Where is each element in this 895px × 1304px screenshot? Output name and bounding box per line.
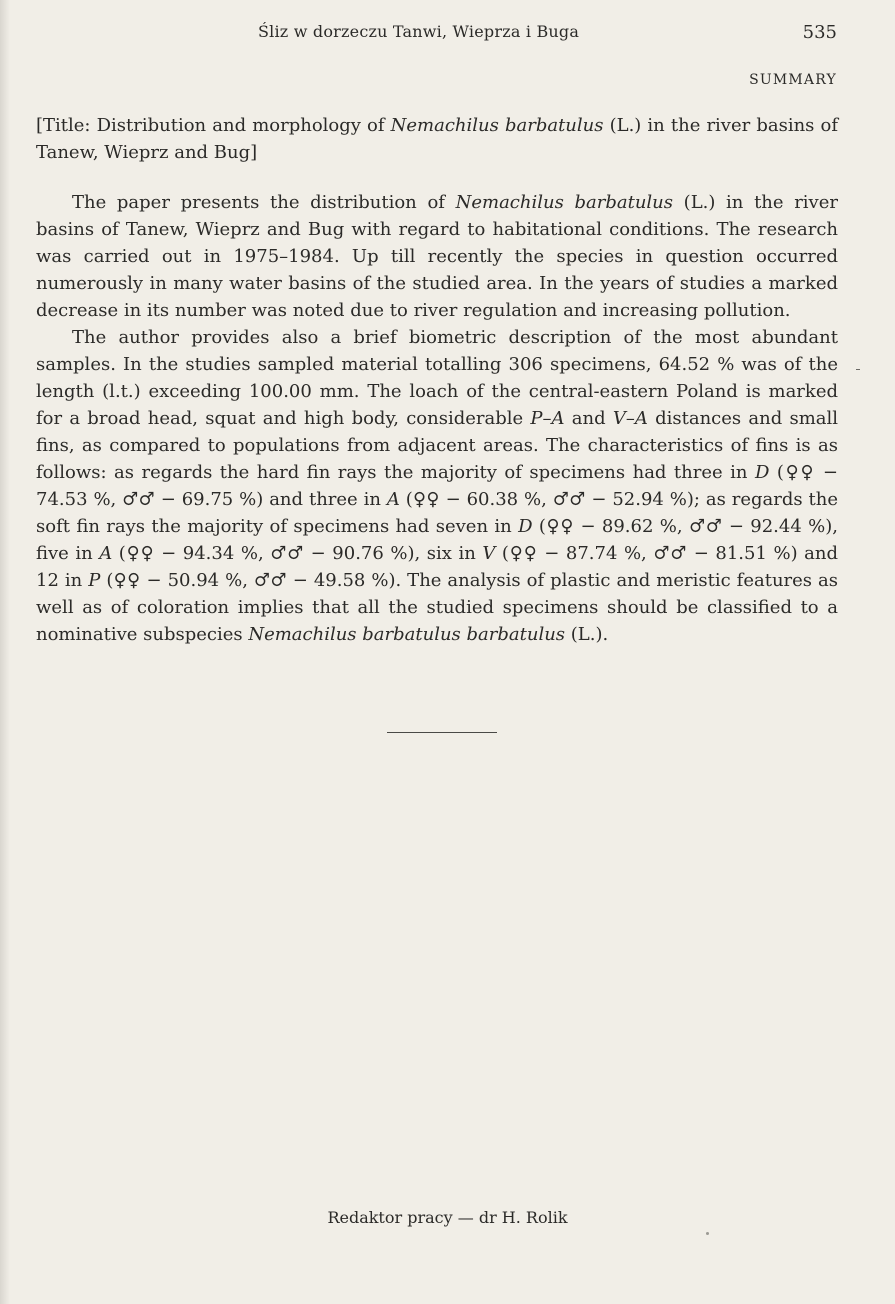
editor-note: Redaktor pracy — dr H. Rolik	[327, 1208, 568, 1227]
paragraph-1-suffix: (L.) in the river basins of Tanew, Wieprz and Bug with regard to habitational conditions. The research was carried out in 1975–1984. Up till recently the species in question occurred numerously in many water basins of the studied area. In the years of studies a marked decrease in its number was noted due to river regulation and increasing pollution.	[36, 192, 838, 321]
margin-mark	[856, 369, 860, 370]
title-note-species: Nemachilus barbatulus	[390, 115, 604, 136]
paragraph-2-part-10: (L.).	[565, 624, 609, 645]
paragraph-2-italic-7: V	[482, 543, 496, 564]
paragraph-2-italic-5: D	[518, 516, 533, 537]
paragraph-2-part-7: (♀♀ − 94.34 %, ♂♂ − 90.76 %), six in	[112, 543, 483, 564]
paragraph-2-part-3: distances and small fins, as compared to populations from adjacent areas. The characteristics of fins is as follows: as regards the hard fin rays the majority of specimens had three in	[36, 408, 839, 483]
summary-content	[36, 112, 838, 648]
paragraph-2-italic-1: P–A	[530, 408, 565, 429]
paragraph-biometrics	[36, 324, 838, 648]
page-number: 535	[802, 22, 837, 43]
title-note-suffix: (L.) in the river basins of Tanew, Wieprz and Bug]	[36, 115, 839, 163]
title-note-prefix: [Title: Distribution and morphology of	[36, 115, 391, 136]
paragraph-2-part-2: and	[564, 408, 613, 429]
section-separator	[387, 732, 497, 733]
paragraph-1-species: Nemachilus barbatulus	[455, 192, 674, 213]
paragraph-distribution	[36, 189, 838, 324]
running-header	[0, 22, 895, 48]
paragraph-2-part-9: (♀♀ − 50.94 %, ♂♂ − 49.58 %). The analysis of plastic and meristic features as well as of coloration implies that all the studied specimens should be classified to a nominative subspecies	[36, 570, 838, 645]
paragraph-2-italic-9: Nemachilus barbatulus barbatulus	[248, 624, 566, 645]
paper-speck	[706, 1232, 709, 1235]
paragraph-2-italic-2: V–A	[612, 408, 648, 429]
paragraph-2-italic-3: D	[754, 462, 770, 483]
paragraph-1-prefix: The paper presents the distribution of	[72, 192, 456, 213]
paragraph-2-part-4: (♀♀ − 74.53 %, ♂♂ − 69.75 %) and three in	[36, 462, 838, 510]
section-label: SUMMARY	[749, 72, 837, 88]
page-edge-shadow	[0, 0, 10, 1304]
paragraph-2-part-1: The author provides also a brief biometric description of the most abundant samples. In the studies sampled material totalling 306 specimens, 64.52 % was of the length (l.t.) exceeding 100.00 mm. The loach of the central-eastern Poland is marked for a broad head, squat and high body, considerable	[36, 327, 838, 429]
paragraph-2-italic-8: P	[88, 570, 101, 591]
paragraph-2-italic-6: A	[99, 543, 113, 564]
paragraph-2-part-5: (♀♀ − 60.38 %, ♂♂ − 52.94 %); as regards the soft fin rays the majority of specimens had seven in	[36, 489, 838, 537]
paragraph-2-part-8: (♀♀ − 87.74 %, ♂♂ − 81.51 %) and 12 in	[36, 543, 838, 591]
running-title: Śliz w dorzeczu Tanwi, Wieprza i Buga	[258, 22, 580, 41]
paragraph-2-italic-4: A	[386, 489, 400, 510]
title-note	[36, 112, 838, 166]
paragraph-2-part-6: (♀♀ − 89.62 %, ♂♂ − 92.44 %), five in	[36, 516, 838, 564]
